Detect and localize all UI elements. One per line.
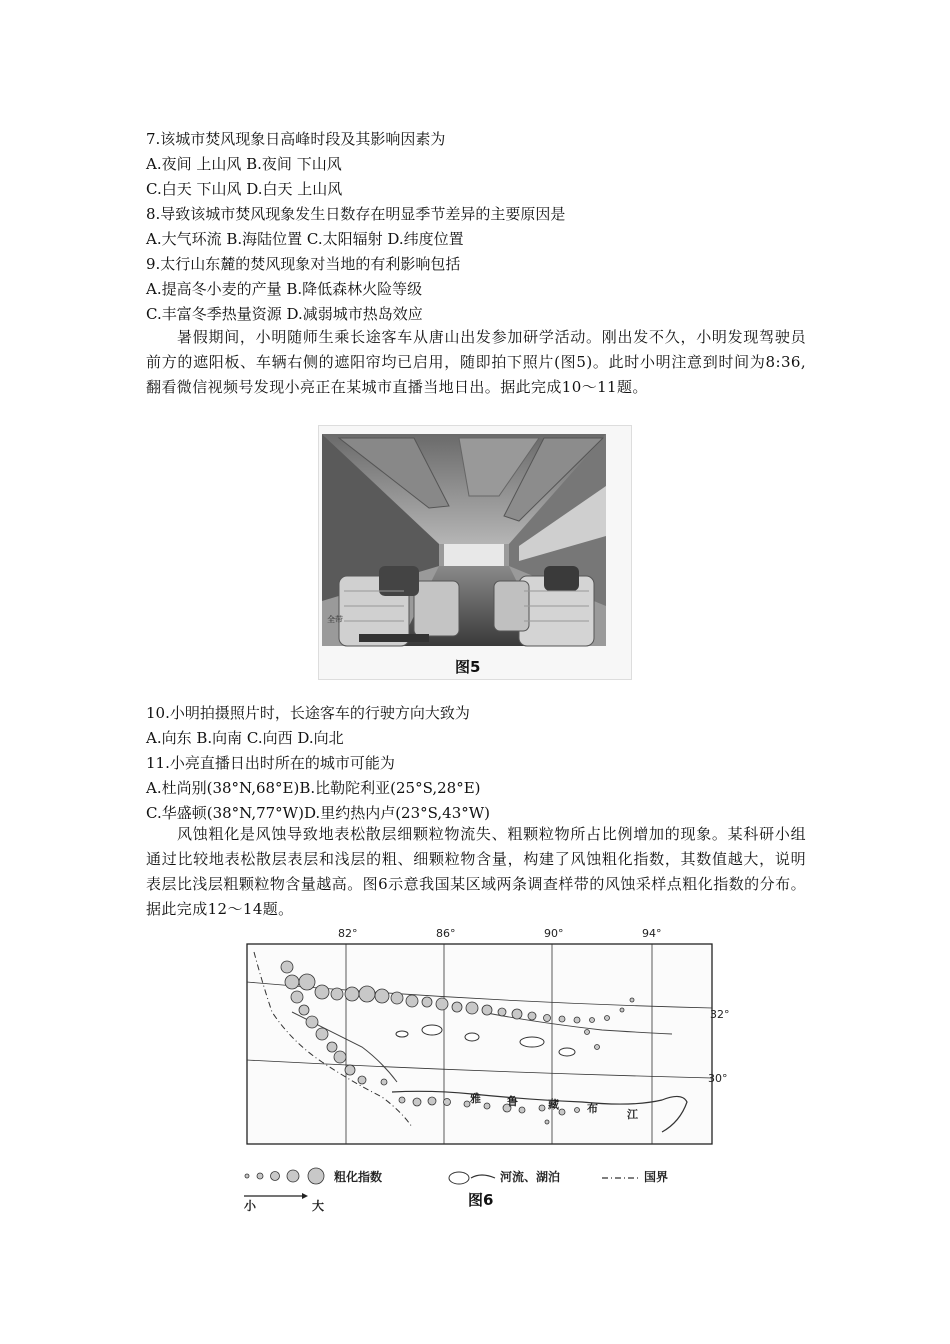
- q7-stem: 7.该城市焚风现象日高峰时段及其影响因素为: [146, 130, 446, 148]
- river-char-4: 布: [587, 1102, 598, 1115]
- q9-options-ab: A.提高冬小麦的产量 B.降低森林火险等级: [146, 280, 423, 298]
- river-char-2: 鲁: [507, 1095, 518, 1108]
- q9-options-cd: C.丰富冬季热量资源 D.减弱城市热岛效应: [146, 305, 423, 323]
- wind-passage: 风蚀粗化是风蚀导致地表松散层细颗粒物流失、粗颗粒物所占比例增加的现象。某科研小组通过比较地表松散层表层和浅层的粗、细颗粒物含量，构建了风蚀粗化指数，其数值越大，说明表层比浅层粗颗粒物含量越高。图6示意我国某区域两条调查样带的风蚀采样点粗化指数的分布。据此完成12～14题。: [146, 825, 806, 918]
- q11-options-cd: C.华盛顿(38°N,77°W)D.里约热内卢(23°S,43°W): [146, 804, 491, 822]
- lake-1: [422, 1025, 442, 1035]
- lake-3: [520, 1037, 544, 1047]
- lon-82: 82°: [338, 927, 358, 940]
- q10-stem: 10.小明拍摄照片时，长途客车的行驶方向大致为: [146, 704, 470, 722]
- sampling-map: [232, 922, 732, 1162]
- bus-interior-photo: [319, 426, 631, 679]
- q11-options-ab: A.杜尚别(38°N,68°E)B.比勒陀利亚(25°S,28°E): [146, 779, 481, 797]
- legend-river-lake: 河流、湖泊: [500, 1170, 561, 1184]
- lake-5: [396, 1031, 408, 1037]
- figure5-frame: [318, 425, 632, 680]
- figure6-frame: [232, 922, 732, 1214]
- legend-small: 小: [244, 1199, 257, 1213]
- legend-large: 大: [312, 1199, 325, 1213]
- legend-border: 国界: [644, 1170, 669, 1184]
- seat-label: 全带: [327, 615, 343, 624]
- lake-4: [559, 1048, 575, 1056]
- river-char-1: 雅: [470, 1092, 481, 1105]
- border-legend-symbol: [600, 1168, 640, 1188]
- lat-32: 32°: [710, 1008, 730, 1021]
- lon-94: 94°: [642, 927, 662, 940]
- bus-passage: 暑假期间，小明随师生乘长途客车从唐山出发参加研学活动。刚出发不久，小明发现驾驶员前方的遮阳板、车辆右侧的遮阳帘均已启用，随即拍下照片(图5)。此时小明注意到时间为8:36,翻看微信视频号发现小亮正在某城市直播当地日出。据此完成10～11题。: [146, 328, 806, 396]
- legend-index-label: 粗化指数: [334, 1170, 383, 1184]
- q7-options-cd: C.白天 下山风 D.白天 上山风: [146, 180, 343, 198]
- q7-options-ab: A.夜间 上山风 B.夜间 下山风: [146, 155, 342, 173]
- lake-2: [465, 1033, 479, 1041]
- lon-90: 90°: [544, 927, 564, 940]
- q11-stem: 11.小亮直播日出时所在的城市可能为: [146, 754, 395, 772]
- figure5-caption: 图5: [455, 658, 481, 676]
- river-lake-legend-symbol: [447, 1168, 497, 1188]
- q9-stem: 9.太行山东麓的焚风现象对当地的有利影响包括: [146, 255, 461, 273]
- q8-options: A.大气环流 B.海陆位置 C.太阳辐射 D.纬度位置: [146, 230, 464, 248]
- river-char-5: 江: [627, 1108, 638, 1121]
- q10-options: A.向东 B.向南 C.向西 D.向北: [146, 729, 344, 747]
- lon-86: 86°: [436, 927, 456, 940]
- river-char-3: 藏: [548, 1098, 559, 1111]
- q8-stem: 8.导致该城市焚风现象发生日数存在明显季节差异的主要原因是: [146, 205, 566, 223]
- lat-30: 30°: [708, 1072, 728, 1085]
- figure6-caption: 图6: [468, 1191, 494, 1209]
